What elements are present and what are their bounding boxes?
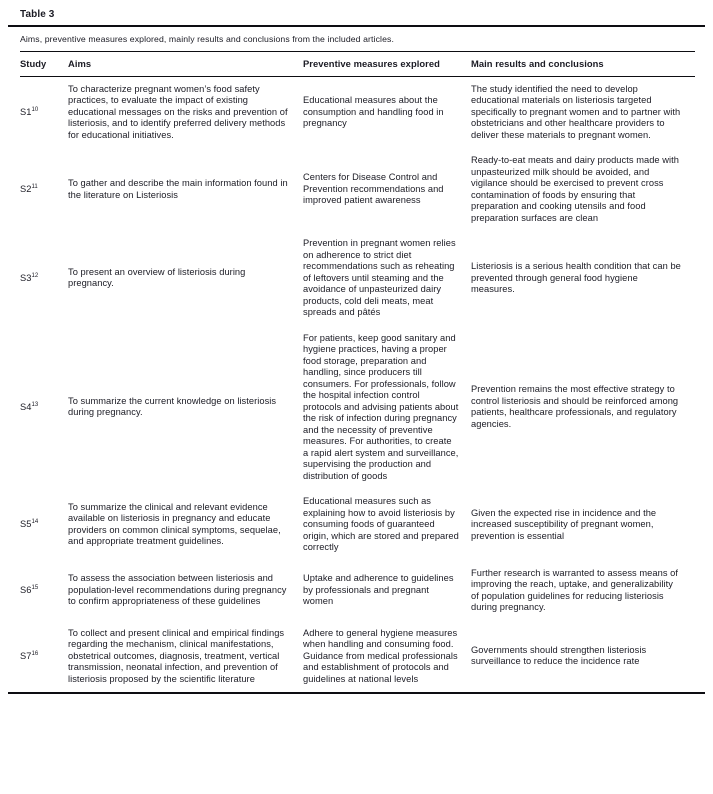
top-rule	[8, 25, 705, 27]
study-id: S4	[20, 401, 32, 412]
study-cell	[20, 489, 68, 561]
aims-cell: To collect and present clinical and empirical findings regarding the mechanism, clinical manifestations, obstetrical outcomes, diagnosis, treatment, vertical transmission, neonatal infection, and prevention of listeriosis proposed by the scientific literature	[68, 627, 285, 684]
aims-cell: To characterize pregnant women’s food safety practices, to evaluate the impact of existing educational messages on the risks and prevention of listeriosis, and to identify preferred delivery methods for educational initiatives.	[68, 83, 288, 140]
study-ref-superscript: 10	[31, 106, 39, 113]
study-cell	[20, 326, 68, 490]
study-id: S3	[20, 272, 32, 283]
table-row-s1	[20, 76, 695, 148]
aims-cell: To gather and describe the main information found in the literature on Listeriosis	[68, 178, 288, 200]
preventive-cell: Educational measures about the consumption and handling food in pregnancy	[303, 95, 444, 128]
study-cell	[20, 231, 68, 326]
results-table	[20, 51, 695, 692]
col-header-preventive: Preventive measures explored	[303, 52, 471, 77]
table-row-s4	[20, 326, 695, 490]
table-row-s7	[20, 621, 695, 693]
preventive-cell: For patients, keep good sanitary and hygiene practices, having a proper food storage, preparation and handling, since producers till consumers. For professionals, follow the hospital infection control protocols and advising patients about the risk of infection during pregnancy and the necessity of preventive measures. For authorities, to create a rapid alert system and surveillance, supervising the production and distribution of goods	[303, 332, 459, 481]
study-ref-superscript: 12	[31, 272, 39, 279]
aims-cell: To assess the association between listeriosis and population-level recommendations during pregnancy to confirm appropriateness of these guidelines	[68, 573, 287, 607]
col-header-aims: Aims	[68, 52, 303, 77]
table-row-s3	[20, 231, 695, 326]
table-row-s5	[20, 489, 695, 561]
study-cell	[20, 561, 68, 621]
bottom-rule	[8, 692, 705, 694]
study-id: S1	[20, 106, 32, 117]
table-header	[20, 52, 695, 77]
study-ref-superscript: 11	[31, 183, 38, 190]
study-ref-superscript: 15	[31, 584, 39, 591]
preventive-cell: Centers for Disease Control and Prevention recommendations and improved patient awareness	[303, 172, 444, 206]
preventive-cell: Educational measures such as explaining how to avoid listeriosis by consuming foods of guaranteed origin, which are stored and prepared correctly	[303, 496, 459, 552]
results-cell: Listeriosis is a serious health condition that can be prevented through general food hygiene measures.	[471, 261, 681, 294]
results-cell: Prevention remains the most effective strategy to control listeriosis and should be reinforced among patients, healthcare professionals, and regulatory agencies.	[471, 384, 679, 429]
aims-cell: To present an overview of listeriosis during pregnancy.	[68, 266, 246, 289]
study-id: S2	[20, 183, 32, 194]
study-cell	[20, 621, 68, 693]
preventive-cell: Uptake and adherence to guidelines by professionals and pregnant women	[303, 573, 454, 607]
table-label: Table 3	[20, 9, 55, 20]
table-row-s6	[20, 561, 695, 621]
study-id: S5	[20, 519, 32, 529]
table-body	[20, 76, 695, 692]
preventive-cell: Prevention in pregnant women relies on adherence to strict diet recommendations such as reheating of leftovers until steaming and the avoidance of unpasteurized dairy products, cold deli meats, meat spreads and pâtés	[303, 238, 456, 317]
results-cell: Given the expected rise in incidence and the increased susceptibility of pregnant women, prevention is essential	[471, 507, 657, 541]
preventive-cell: Adhere to general hygiene measures when handling and consuming food. Guidance from medical professionals and establishment of protocols and guidelines at national levels	[303, 627, 458, 684]
results-cell: Further research is warranted to assess means of improving the reach, uptake, and generalizability of population guidelines for reducing listeriosis during pregnancy.	[471, 567, 679, 612]
table-caption: Aims, preventive measures explored, mainly results and conclusions from the included articles.	[20, 34, 394, 44]
study-ref-superscript: 14	[31, 518, 39, 525]
col-header-results: Main results and conclusions	[471, 52, 695, 77]
table-row-s2	[20, 148, 695, 231]
study-cell	[20, 76, 68, 148]
results-cell: Governments should strengthen listeriosis surveillance to reduce the incidence rate	[471, 644, 647, 667]
aims-cell: To summarize the current knowledge on listeriosis during pregnancy.	[68, 395, 277, 418]
results-cell: The study identified the need to develop educational materials on listeriosis targeted specifically to pregnant women and to partner with obstetricians and other healthcare providers to deliver these materials to pregnant women.	[471, 83, 681, 140]
study-id: S6	[20, 584, 32, 595]
study-id: S7	[20, 650, 32, 661]
study-ref-superscript: 16	[31, 650, 39, 657]
study-cell	[20, 148, 68, 231]
study-ref-superscript: 13	[31, 401, 39, 408]
results-cell: Ready-to-eat meats and dairy products made with unpasteurized milk should be avoided, and vigilance should be exercised to prevent cross contamination of foods by ensuring that preparation and cooking utensils and food preparation surfaces are clean	[471, 155, 680, 223]
aims-cell: To summarize the clinical and relevant evidence available on listeriosis in pregnancy and educate providers on common clinical symptoms, sequelae, and appropriate treatment guidelines.	[68, 501, 281, 547]
col-header-study: Study	[20, 52, 68, 77]
